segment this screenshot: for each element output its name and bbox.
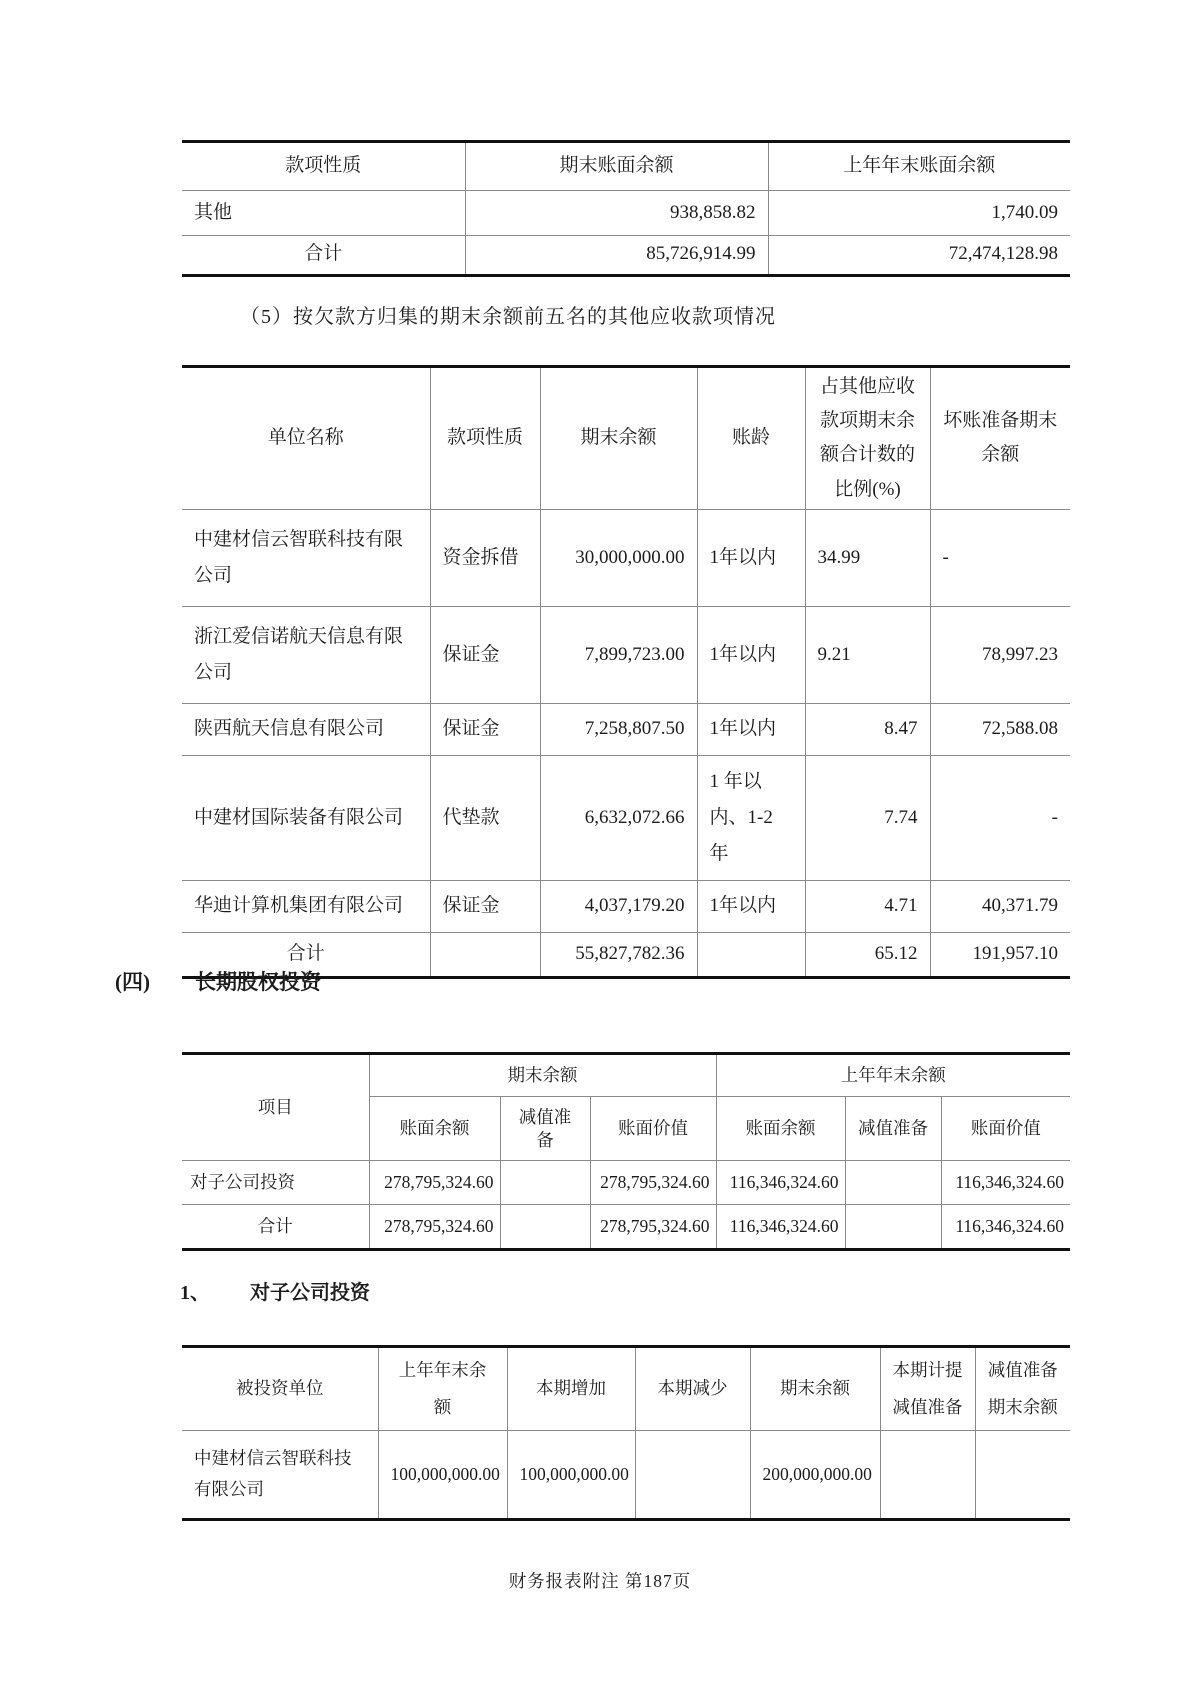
table-cell: 116,346,324.60 [941, 1161, 1070, 1205]
column-header: 期末账面余额 [465, 142, 768, 191]
top-five-receivables-table [182, 365, 1070, 979]
table-cell [975, 1430, 1070, 1519]
table-cell: 85,726,914.99 [465, 236, 768, 276]
table-cell: 合计 [182, 1205, 369, 1250]
table-cell: 1 年以内、1-2 年 [697, 755, 805, 880]
page-footer: 财务报表附注 第187页 [508, 1571, 692, 1591]
table-cell: 116,346,324.60 [716, 1161, 845, 1205]
subsection-number: 1、 [180, 1282, 210, 1304]
column-group-header: 期末余额 [369, 1054, 716, 1097]
column-header: 账面价值 [590, 1096, 716, 1161]
table-header-row [182, 1347, 1070, 1431]
table-cell [635, 1430, 750, 1519]
table-cell: 55,827,782.36 [540, 932, 697, 978]
table-cell: 对子公司投资 [190, 1172, 295, 1193]
table-cell: 4,037,179.20 [540, 881, 697, 933]
table-cell: 191,957.10 [930, 932, 1070, 978]
table-cell: 34.99 [805, 509, 930, 606]
column-header: 上年年末账面余额 [768, 142, 1070, 191]
table-cell: 陕西航天信息有限公司 [182, 704, 430, 756]
column-header: 款项性质 [430, 367, 540, 510]
column-header: 占其他应收款项期末余额合计数的比例(%) [805, 367, 930, 510]
table-cell [500, 1205, 590, 1250]
table-row [182, 755, 1070, 880]
table-cell: 其他 [194, 201, 233, 223]
subsection-heading-5: （5）按欠款方归集的期末余额前五名的其他应收款项情况 [240, 306, 776, 328]
column-header: 单位名称 [182, 367, 430, 510]
table-cell: 100,000,000.00 [378, 1430, 507, 1519]
table-cell: 6,632,072.66 [540, 755, 697, 880]
section-number: (四) [115, 970, 150, 994]
table-cell: 1年以内 [697, 606, 805, 703]
table-cell: 116,346,324.60 [941, 1205, 1070, 1250]
table-cell: 7,899,723.00 [540, 606, 697, 703]
column-header: 期末余额 [540, 367, 697, 510]
section-title: 长期股权投资 [195, 970, 321, 994]
table-cell: 中建材信云智联科技有限公司 [194, 528, 404, 586]
table-cell: 72,588.08 [930, 704, 1070, 756]
table-cell: 938,858.82 [465, 190, 768, 236]
table-cell: 1年以内 [697, 881, 805, 933]
table-cell [430, 932, 540, 978]
column-header: 账龄 [697, 367, 805, 510]
table-cell: 代垫款 [430, 755, 540, 880]
column-group-header: 上年年末余额 [716, 1054, 1070, 1097]
column-header: 本期计提减值准备 [880, 1347, 975, 1431]
table-cell: 9.21 [805, 606, 930, 703]
column-header: 账面余额 [716, 1096, 845, 1161]
table-row [182, 1430, 1070, 1519]
table-cell: 100,000,000.00 [507, 1430, 635, 1519]
subsection-heading-1 [180, 1276, 370, 1305]
table-cell: 保证金 [430, 704, 540, 756]
section-heading-4 [115, 966, 321, 996]
column-header: 本期减少 [635, 1347, 750, 1431]
table-cell: 278,795,324.60 [369, 1161, 500, 1205]
table-cell: 7.74 [805, 755, 930, 880]
table-cell: 30,000,000.00 [540, 509, 697, 606]
column-header: 减值准备 [500, 1096, 590, 1161]
payment-nature-summary-table [182, 140, 1070, 277]
table-cell: 78,997.23 [930, 606, 1070, 703]
table-header-row [182, 367, 1070, 510]
long-term-equity-table [182, 1052, 1070, 1251]
table-cell: 保证金 [430, 881, 540, 933]
table-total-row [182, 1205, 1070, 1250]
table-row [182, 509, 1070, 606]
table-cell: 保证金 [430, 606, 540, 703]
table-cell: 华迪计算机集团有限公司 [182, 881, 430, 933]
table-cell: 278,795,324.60 [590, 1205, 716, 1250]
table-cell: 合计 [182, 236, 465, 276]
table-cell: 中建材国际装备有限公司 [182, 755, 430, 880]
column-header: 款项性质 [182, 142, 465, 191]
table-cell: 278,795,324.60 [590, 1161, 716, 1205]
column-header: 本期增加 [507, 1347, 635, 1431]
subsidiary-investment-table [182, 1345, 1070, 1521]
table-cell: 7,258,807.50 [540, 704, 697, 756]
column-header: 账面价值 [941, 1096, 1070, 1161]
table-header-row [182, 142, 1070, 191]
table-cell: 中建材信云智联科技有限公司 [194, 1447, 352, 1499]
table-cell [697, 932, 805, 978]
table-cell: 116,346,324.60 [716, 1205, 845, 1250]
table-cell: 200,000,000.00 [750, 1430, 880, 1519]
table-row [182, 881, 1070, 933]
column-header: 项目 [182, 1054, 369, 1161]
table-cell: 合计 [182, 932, 430, 978]
table-row [182, 190, 1070, 236]
column-header: 期末余额 [750, 1347, 880, 1431]
column-header: 上年年末余额 [378, 1347, 507, 1431]
table-cell: 8.47 [805, 704, 930, 756]
table-row [182, 606, 1070, 703]
table-cell [845, 1161, 941, 1205]
table-cell: 浙江爱信诺航天信息有限公司 [182, 606, 430, 703]
table-cell: 1年以内 [697, 704, 805, 756]
table-cell: 1年以内 [697, 509, 805, 606]
table-cell: 4.71 [805, 881, 930, 933]
column-header: 坏账准备期末余额 [930, 367, 1070, 510]
table-cell: 资金拆借 [430, 509, 540, 606]
table-cell [880, 1430, 975, 1519]
table-cell [500, 1161, 590, 1205]
table-row [182, 1161, 1070, 1205]
subsection-title: 对子公司投资 [250, 1282, 370, 1304]
table-row [182, 704, 1070, 756]
table-total-row [182, 236, 1070, 276]
table-cell: - [930, 755, 1070, 880]
table-header-row [182, 1054, 1070, 1097]
column-header: 被投资单位 [182, 1347, 378, 1431]
table-cell: 1,740.09 [768, 190, 1070, 236]
column-header: 减值准备期末余额 [975, 1347, 1070, 1431]
table-cell: 65.12 [805, 932, 930, 978]
table-cell: - [930, 509, 1070, 606]
table-cell: 278,795,324.60 [369, 1205, 500, 1250]
table-cell [845, 1205, 941, 1250]
table-cell: 72,474,128.98 [768, 236, 1070, 276]
table-cell: 40,371.79 [930, 881, 1070, 933]
column-header: 账面余额 [369, 1096, 500, 1161]
column-header: 减值准备 [845, 1096, 941, 1161]
